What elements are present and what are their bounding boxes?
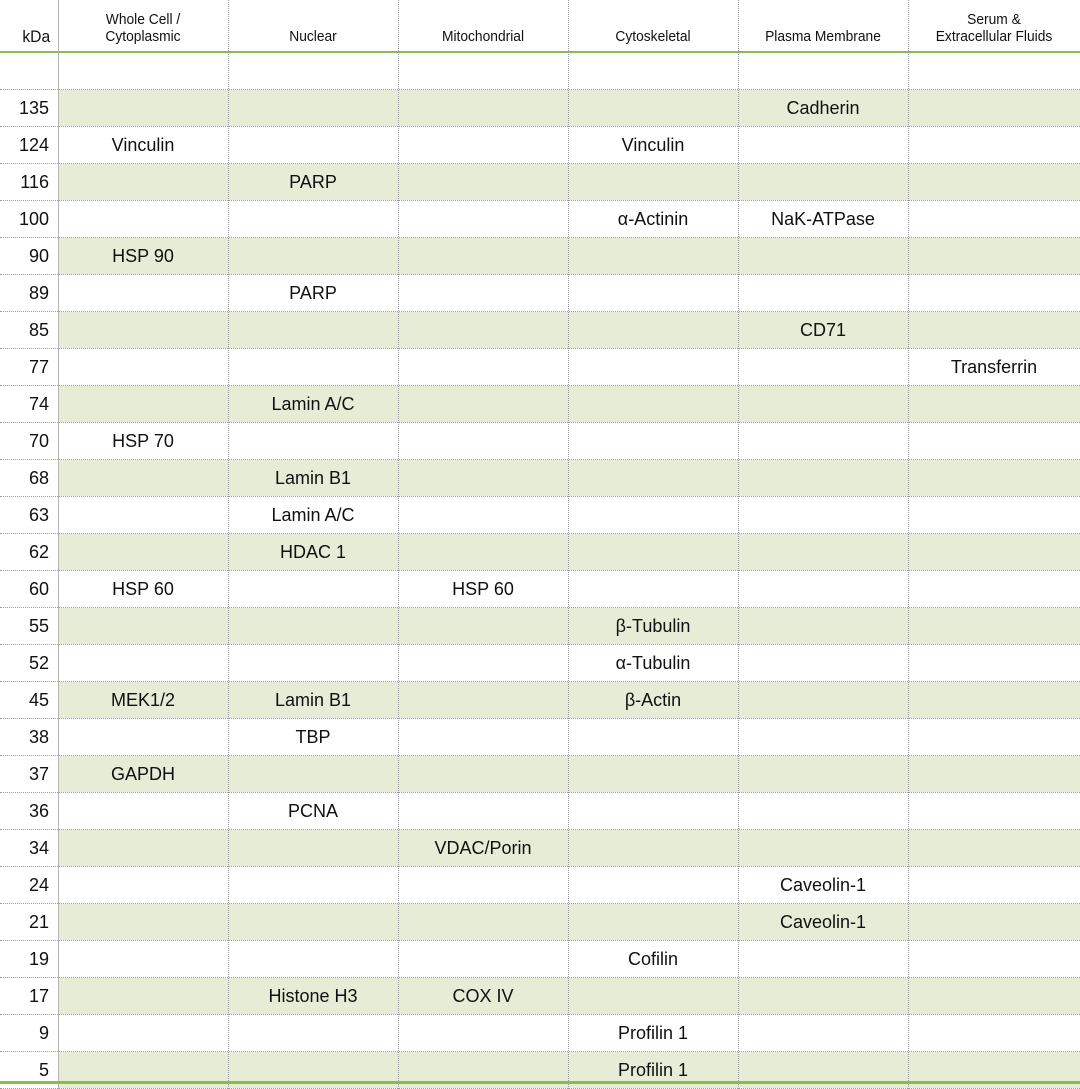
table-cell [398,460,568,496]
table-cell [398,682,568,718]
kda-cell: 90 [0,238,58,274]
table-cell [398,756,568,792]
header-column-2: Mitochondrial [441,28,525,45]
table-cell [228,756,398,792]
table-cell [908,719,1080,755]
kda-cell: 21 [0,904,58,940]
table-cell: GAPDH [58,756,228,792]
table-row [0,238,1080,275]
kda-cell [0,53,58,89]
table-row [0,978,1080,1015]
table-row [0,127,1080,164]
table-cell [738,275,908,311]
kda-cell: 116 [0,164,58,200]
table-cell [568,90,738,126]
table-cell [738,1015,908,1051]
table-cell [398,941,568,977]
table-cell [908,90,1080,126]
table-cell: PARP [228,164,398,200]
table-cell [908,608,1080,644]
header-column-1: Nuclear [289,28,337,45]
table-cell [568,830,738,866]
kda-cell: 45 [0,682,58,718]
table-cell [398,423,568,459]
table-cell [738,793,908,829]
table-cell [738,941,908,977]
kda-cell: 70 [0,423,58,459]
table-row [0,867,1080,904]
table-cell: HDAC 1 [228,534,398,570]
table-cell [568,904,738,940]
table-cell [908,164,1080,200]
table-cell: CD71 [738,312,908,348]
table-cell [738,53,908,89]
table-cell: MEK1/2 [58,682,228,718]
table-cell [908,830,1080,866]
kda-cell: 89 [0,275,58,311]
table-cell [228,1015,398,1051]
table-cell [908,201,1080,237]
kda-cell: 5 [0,1052,58,1088]
kda-cell: 9 [0,1015,58,1051]
table-cell [58,386,228,422]
header-column-5: Serum & Extracellular Fluids [935,11,1053,45]
kda-cell: 124 [0,127,58,163]
table-cell [738,682,908,718]
table-cell [228,312,398,348]
table-cell [568,164,738,200]
table-cell [738,238,908,274]
kda-cell: 52 [0,645,58,681]
table-cell [58,349,228,385]
kda-cell: 55 [0,608,58,644]
table-cell [228,608,398,644]
table-cell [58,534,228,570]
table-cell [58,164,228,200]
table-cell [58,867,228,903]
table-cell [58,1015,228,1051]
table-row [0,830,1080,867]
table-cell [228,423,398,459]
table-cell [398,719,568,755]
kda-cell: 85 [0,312,58,348]
table-cell [908,127,1080,163]
table-cell [58,719,228,755]
table-cell [738,571,908,607]
table-cell: Caveolin-1 [779,874,867,895]
table-cell [738,608,908,644]
kda-cell: 68 [0,460,58,496]
kda-cell: 135 [0,90,58,126]
table-row [0,682,1080,719]
table-cell [568,867,738,903]
table-cell: Caveolin-1 [738,904,908,940]
table-cell [568,793,738,829]
table-cell [738,460,908,496]
kda-cell: 17 [0,978,58,1014]
table-cell [908,1015,1080,1051]
table-cell [58,460,228,496]
table-cell [738,349,908,385]
table-cell [568,238,738,274]
table-cell [568,719,738,755]
table-cell: HSP 60 [452,578,514,599]
table-cell: PARP [289,282,337,303]
kda-cell: 19 [0,941,58,977]
table-cell [58,904,228,940]
table-cell [398,608,568,644]
table-cell [398,867,568,903]
table-cell: Cofilin [627,948,679,969]
table-header [0,0,1080,51]
table-cell [738,386,908,422]
table-cell [398,201,568,237]
table-cell [398,534,568,570]
table-cell [908,460,1080,496]
table-cell: Vinculin [621,134,685,155]
table-row [0,719,1080,756]
table-cell [908,312,1080,348]
table-cell [908,941,1080,977]
table-cell: HSP 90 [58,238,228,274]
table-cell [228,830,398,866]
kda-cell: 63 [0,497,58,533]
table-cell [398,793,568,829]
table-cell [398,90,568,126]
table-cell: HSP 70 [112,430,174,451]
table-cell [58,53,228,89]
table-cell [568,497,738,533]
table-cell [58,608,228,644]
table-cell [58,275,228,311]
column-divider [58,0,59,1089]
kda-cell: 37 [0,756,58,792]
table-row [0,460,1080,497]
table-cell [58,90,228,126]
kda-cell: 62 [0,534,58,570]
table-cell [738,830,908,866]
table-cell: HSP 60 [112,578,174,599]
table-cell [228,571,398,607]
table-row [0,645,1080,682]
table-cell [568,312,738,348]
header-kda: kDa [22,27,51,46]
table-row [0,201,1080,238]
header-column-3: Cytoskeletal [615,28,691,45]
table-cell [228,53,398,89]
table-cell [568,386,738,422]
table-cell: α-Actinin [617,208,689,229]
table-cell: Lamin B1 [228,460,398,496]
table-cell: Cadherin [738,90,908,126]
table-cell [58,941,228,977]
table-cell [908,756,1080,792]
table-cell: Lamin A/C [228,386,398,422]
table-row [0,941,1080,978]
table-cell [398,386,568,422]
table-cell [738,127,908,163]
table-cell [908,386,1080,422]
column-divider [568,0,569,1089]
table-cell: β-Tubulin [568,608,738,644]
table-cell [908,423,1080,459]
kda-cell: 100 [0,201,58,237]
table-row [0,423,1080,460]
table-cell [58,830,228,866]
bottom-rule [0,1081,1080,1084]
table-row [0,534,1080,571]
table-cell [908,275,1080,311]
table-cell [738,756,908,792]
table-cell [398,1015,568,1051]
table-cell: Lamin A/C [271,504,355,525]
table-row [0,349,1080,386]
table-cell [398,645,568,681]
table-cell [738,645,908,681]
header-column-0: Whole Cell / Cytoplasmic [105,11,181,45]
table-cell [398,127,568,163]
kda-cell: 34 [0,830,58,866]
table-cell: Transferrin [950,356,1038,377]
table-cell [398,275,568,311]
table-cell: VDAC/Porin [398,830,568,866]
column-divider [738,0,739,1089]
kda-cell: 74 [0,386,58,422]
table-cell [228,867,398,903]
table-cell [908,534,1080,570]
table-row [0,756,1080,793]
table-cell: α-Tubulin [615,652,691,673]
table-cell: Lamin B1 [228,682,398,718]
table-cell [738,497,908,533]
table-cell [738,164,908,200]
table-cell [568,571,738,607]
table-cell: β-Actin [568,682,738,718]
table-cell [398,164,568,200]
table-cell [398,904,568,940]
kda-cell: 60 [0,571,58,607]
kda-cell: 38 [0,719,58,755]
table-cell [908,238,1080,274]
table-cell [228,941,398,977]
table-cell [908,571,1080,607]
table-cell [738,978,908,1014]
table-cell [738,423,908,459]
table-cell [228,127,398,163]
table-row [0,497,1080,534]
table-row [0,386,1080,423]
table-cell [568,978,738,1014]
table-cell [228,904,398,940]
table-cell [738,534,908,570]
table-cell [58,312,228,348]
table-cell [398,238,568,274]
table-cell [908,867,1080,903]
table-cell [908,682,1080,718]
column-divider [398,0,399,1089]
table-row [0,1015,1080,1052]
table-cell [568,53,738,89]
table-cell: Vinculin [111,134,175,155]
table-cell: Histone H3 [228,978,398,1014]
table-cell [908,645,1080,681]
table-row [0,571,1080,608]
table-cell: NaK-ATPase [771,208,875,229]
column-divider [228,0,229,1089]
table-cell [568,460,738,496]
table-cell [568,349,738,385]
kda-cell: 77 [0,349,58,385]
table-cell [568,275,738,311]
table-cell: PCNA [287,800,338,821]
table-row [0,904,1080,941]
kda-cell: 24 [0,867,58,903]
table-cell [58,645,228,681]
table-cell [228,201,398,237]
table-row [0,793,1080,830]
table-cell: TBP [295,726,331,747]
table-row [0,90,1080,127]
kda-cell: 36 [0,793,58,829]
column-divider [908,0,909,1089]
table-cell [908,497,1080,533]
table-cell [908,978,1080,1014]
table-row [0,275,1080,312]
table-cell [228,238,398,274]
table-cell [228,349,398,385]
table-cell: COX IV [398,978,568,1014]
table-cell [908,904,1080,940]
table-cell [738,719,908,755]
table-cell [228,645,398,681]
table-cell [568,423,738,459]
table-row [0,164,1080,201]
table-cell: Profilin 1 [617,1022,689,1043]
table-cell [398,53,568,89]
table-cell: Profilin 1 [568,1052,738,1088]
table-cell [568,534,738,570]
table-cell [398,349,568,385]
table-cell [228,90,398,126]
header-column-4: Plasma Membrane [765,28,881,45]
table-row [0,53,1080,90]
table-cell [908,793,1080,829]
table-cell [568,756,738,792]
table-cell [398,497,568,533]
table-row [0,608,1080,645]
table-cell [58,978,228,1014]
table-row [0,312,1080,349]
table-cell [58,497,228,533]
table-cell [58,793,228,829]
table-cell [908,53,1080,89]
table-cell [58,201,228,237]
table-cell [398,312,568,348]
